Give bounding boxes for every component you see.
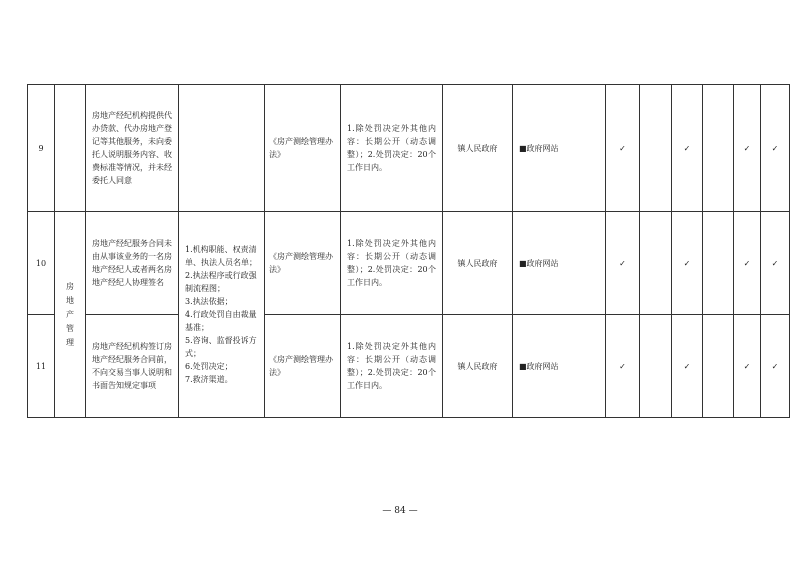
- item-description: 房地产经纪服务合同未由从事该业务的一名房地产经纪人或者两名房地产经纪人协理签名: [86, 212, 179, 315]
- check-mark: ✓: [606, 212, 640, 315]
- legal-basis: 《房产测绘管理办法》: [265, 315, 341, 418]
- check-mark: ✓: [734, 212, 761, 315]
- check-mark: [703, 212, 734, 315]
- basis-line: 3.执法依据；: [185, 297, 233, 306]
- item-description: 房地产经纪机构提供代办贷款、代办房地产登记等其他服务，未向委托人说明服务内容、收费标准等情况，并未经委托人同意: [86, 85, 179, 212]
- category-cell-empty: [55, 85, 86, 212]
- table-row: [28, 315, 790, 418]
- category-cell: [55, 212, 86, 418]
- disclosure-channel: ■政府网站: [513, 315, 606, 418]
- check-mark: [640, 315, 672, 418]
- row-number: 10: [28, 212, 55, 315]
- row-number: 9: [28, 85, 55, 212]
- disclosure-subject: 镇人民政府: [443, 85, 513, 212]
- basis-line: 7.救济渠道。: [185, 375, 233, 384]
- check-mark: ✓: [761, 212, 790, 315]
- check-mark: ✓: [734, 315, 761, 418]
- table-row: [28, 212, 790, 315]
- basis-cell-empty: [179, 85, 265, 212]
- check-mark: ✓: [672, 212, 703, 315]
- check-mark: ✓: [761, 315, 790, 418]
- check-mark: ✓: [606, 85, 640, 212]
- basis-line: 5.咨询、监督投诉方式；: [185, 336, 257, 358]
- basis-line: 2.执法程序或行政强制流程图；: [185, 271, 257, 293]
- disclosure-subject: 镇人民政府: [443, 212, 513, 315]
- disclosure-timing: 1.除处罚决定外其他内容：长期公开（动态调整）；2.处罚决定：20个工作日内。: [341, 315, 443, 418]
- basis-line: 1.机构职能、权责清单、执法人员名单；: [185, 245, 257, 267]
- disclosure-timing: 1.除处罚决定外其他内容：长期公开（动态调整）；2.处罚决定：20个工作日内。: [341, 85, 443, 212]
- basis-line: 4.行政处罚自由裁量基准；: [185, 310, 257, 332]
- check-mark: [703, 85, 734, 212]
- check-mark: ✓: [761, 85, 790, 212]
- disclosure-table: [27, 84, 790, 418]
- check-mark: [640, 85, 672, 212]
- check-mark: ✓: [672, 315, 703, 418]
- page-number: — 84 —: [382, 506, 418, 516]
- check-mark: ✓: [734, 85, 761, 212]
- disclosure-subject: 镇人民政府: [443, 315, 513, 418]
- row-number: 11: [28, 315, 55, 418]
- item-description: 房地产经纪机构签订房地产经纪服务合同前，不向交易当事人说明和书面告知规定事项: [86, 315, 179, 418]
- disclosure-content: [179, 212, 265, 418]
- disclosure-channel: ■政府网站: [513, 212, 606, 315]
- check-mark: [640, 212, 672, 315]
- category-label: 房地产管理: [66, 281, 74, 347]
- check-mark: [703, 315, 734, 418]
- basis-line: 6.处罚决定；: [185, 362, 233, 371]
- check-mark: ✓: [672, 85, 703, 212]
- check-mark: ✓: [606, 315, 640, 418]
- legal-basis: 《房产测绘管理办法》: [265, 212, 341, 315]
- table-row: [28, 85, 790, 212]
- legal-basis: 《房产测绘管理办法》: [265, 85, 341, 212]
- disclosure-timing: 1.除处罚决定外其他内容：长期公开（动态调整）；2.处罚决定：20个工作日内。: [341, 212, 443, 315]
- disclosure-channel: ■政府网站: [513, 85, 606, 212]
